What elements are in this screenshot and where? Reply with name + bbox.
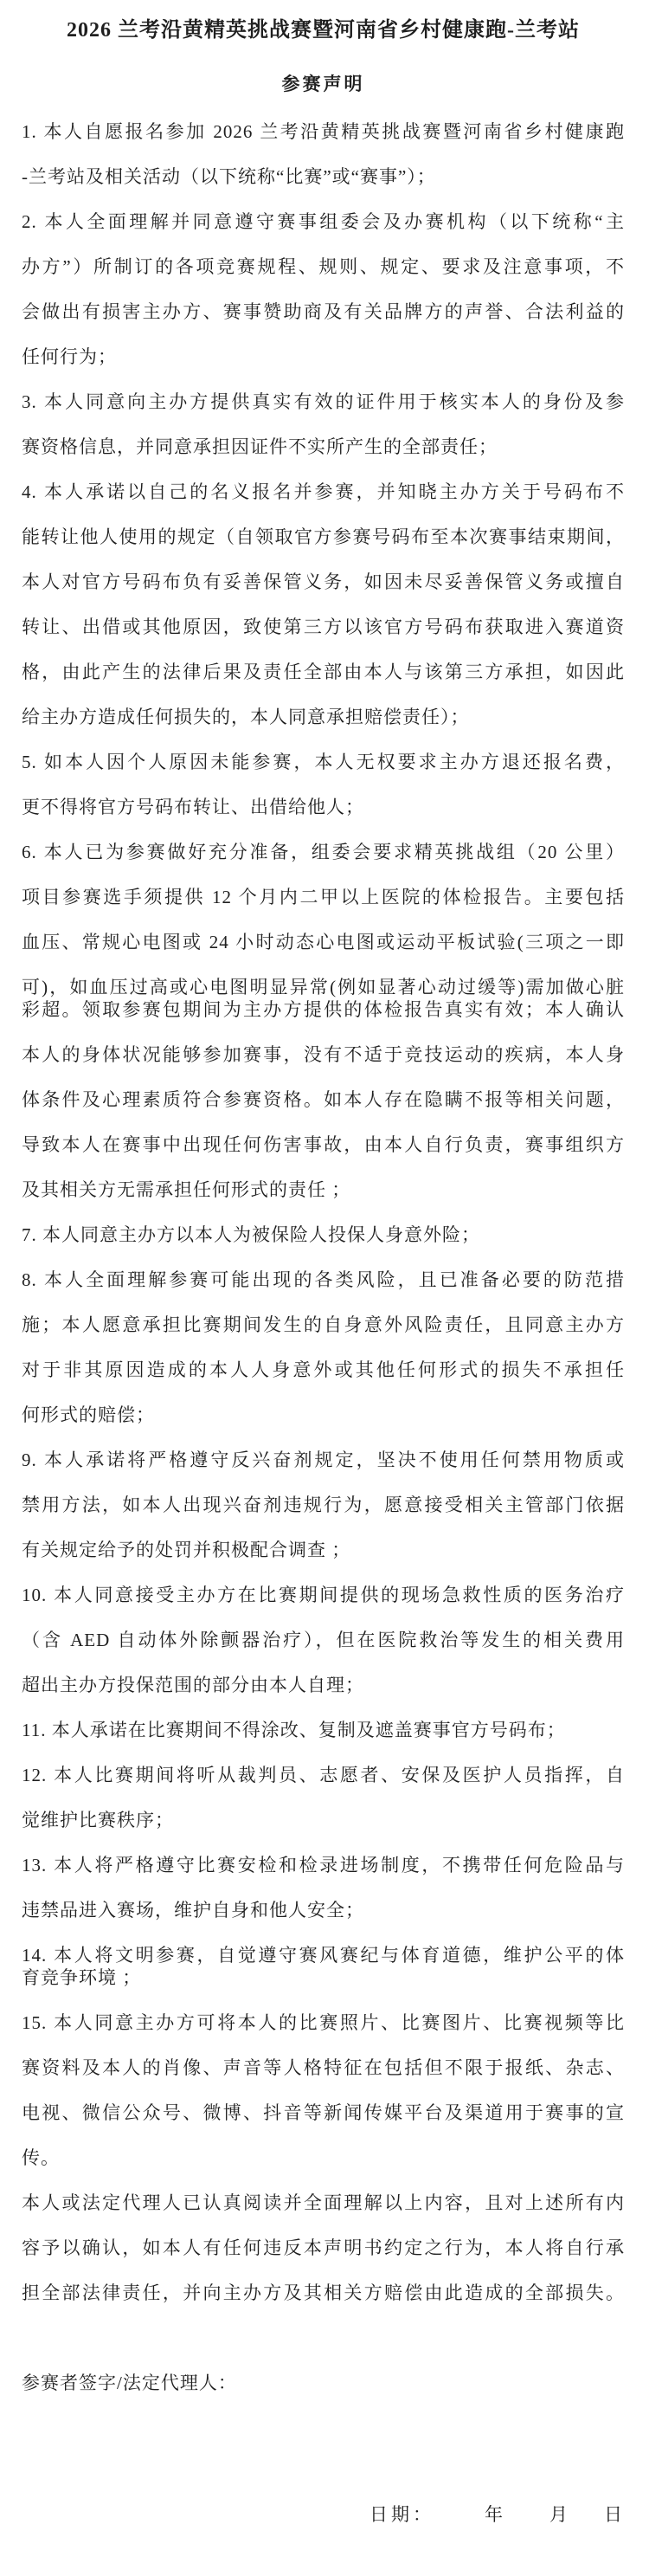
document-line: 传。 xyxy=(22,2147,60,2168)
document-line: 12. 本人比赛期间将听从裁判员、志愿者、安保及医护人员指挥，自 xyxy=(22,1765,625,1785)
document-line: 10. 本人同意接受主办方在比赛期间提供的现场急救性质的医务治疗 xyxy=(22,1585,625,1605)
document-line: 办方”）所制订的各项竞赛规程、规则、规定、要求及注意事项，不 xyxy=(22,256,625,277)
document-line: 格，由此产生的法律后果及责任全部由本人与该第三方承担，如因此 xyxy=(22,662,625,682)
document-line: 9. 本人承诺将严格遵守反兴奋剂规定，坚决不使用任何禁用物质或 xyxy=(22,1449,625,1470)
document-line: 6. 本人已为参赛做好充分准备，组委会要求精英挑战组（20 公里） xyxy=(22,842,625,862)
document-line: 可)，如血压过高或心电图明显异常(例如显著心动过缓等)需加做心脏 xyxy=(22,977,625,997)
document-line: 更不得将官方号码布转让、出借给他人； xyxy=(22,797,364,817)
document-line: （含 AED 自动体外除颤器治疗），但在医院救治等发生的相关费用 xyxy=(22,1630,625,1650)
document-line: 14. 本人将文明参赛，自觉遵守赛风赛纪与体育道德，维护公平的体 xyxy=(22,1945,625,1966)
document-line: 导致本人在赛事中出现任何伤害事故，由本人自行负责，赛事组织方 xyxy=(22,1134,625,1155)
document-line: 血压、常规心电图或 24 小时动态心电图或运动平板试验(三项之一即 xyxy=(22,932,625,952)
document-line: 及其相关方无需承担任何形式的责任 ； xyxy=(22,1179,351,1200)
document-line: 2. 本人全面理解并同意遵守赛事组委会及办赛机构（以下统称“主 xyxy=(22,211,625,232)
document-line: 电视、微信公众号、微博、抖音等新闻传媒平台及渠道用于赛事的宣 xyxy=(22,2102,625,2123)
date-label: 日期： xyxy=(369,2504,434,2525)
document-line: 彩超。领取参赛包期间为主办方提供的体检报告真实有效；本人确认 xyxy=(22,999,625,1020)
document-line: -兰考站及相关活动（以下统称“比赛”或“赛事”）； xyxy=(22,166,436,187)
document-line: 3. 本人同意向主办方提供真实有效的证件用于核实本人的身份及参 xyxy=(22,391,625,412)
document-line: 体条件及心理素质符合参赛资格。如本人存在隐瞒不报等相关问题， xyxy=(22,1089,625,1110)
document-line: 超出主办方投保范围的部分由本人自理； xyxy=(22,1675,364,1695)
document-line: 赛资格信息，并同意承担因证件不实所产生的全部责任； xyxy=(22,436,498,457)
document-line: 4. 本人承诺以自己的名义报名并参赛，并知晓主办方关于号码布不 xyxy=(22,481,625,502)
document-line: 赛资料及本人的肖像、声音等人格特征在包括但不限于报纸、杂志、 xyxy=(22,2057,625,2078)
document-line: 项目参赛选手须提供 12 个月内二甲以上医院的体检报告。主要包括 xyxy=(22,887,625,907)
document-line: 容予以确认，如本人有任何违反本声明书约定之行为，本人将自行承 xyxy=(22,2237,625,2258)
document-line: 5. 如本人因个人原因未能参赛，本人无权要求主办方退还报名费， xyxy=(22,752,625,772)
document-line: 觉维护比赛秩序； xyxy=(22,1810,174,1830)
document-line: 任何行为； xyxy=(22,346,117,367)
document-line: 8. 本人全面理解参赛可能出现的各类风险，且已准备必要的防范措 xyxy=(22,1269,625,1290)
date-row xyxy=(22,2492,625,2537)
document-line: 何形式的赔偿； xyxy=(22,1404,155,1425)
document-line: 本人对官方号码布负有妥善保管义务，如因未尽妥善保管义务或擅自 xyxy=(22,571,625,592)
document-line: 能转让他人使用的规定（自领取官方参赛号码布至本次赛事结束期间， xyxy=(22,526,625,547)
document-line: 对于非其原因造成的本人人身意外或其他任何形式的损失不承担任 xyxy=(22,1359,625,1380)
document-line: 有关规定给予的处罚并积极配合调查 ； xyxy=(22,1540,351,1560)
document-line: 15. 本人同意主办方可将本人的比赛照片、比赛图片、比赛视频等比 xyxy=(22,2012,625,2033)
document-line: 11. 本人承诺在比赛期间不得涂改、复制及遮盖赛事官方号码布； xyxy=(22,1720,566,1740)
date-day-label: 日 xyxy=(604,2504,626,2525)
date-year-label: 年 xyxy=(485,2504,506,2525)
document-line: 育竞争环境 ； xyxy=(22,1967,142,1988)
document-line: 担全部法律责任，并向主办方及其相关方赔偿由此造成的全部损失。 xyxy=(22,2282,625,2303)
document-line: 1. 本人自愿报名参加 2026 兰考沿黄精英挑战赛暨河南省乡村健康跑 xyxy=(22,121,625,142)
date-month-label: 月 xyxy=(549,2504,571,2525)
declaration-body xyxy=(22,109,625,2315)
document-line: 13. 本人将严格遵守比赛安检和检录进场制度，不携带任何危险品与 xyxy=(22,1855,625,1876)
document-line: 7. 本人同意主办方以本人为被保险人投保人身意外险； xyxy=(22,1224,480,1245)
document-line: 转让、出借或其他原因，致使第三方以该官方号码布获取进入赛道资 xyxy=(22,617,625,637)
section-heading: 参赛声明 xyxy=(281,74,365,94)
document-line: 会做出有损害主办方、赛事赞助商及有关品牌方的声誉、合法利益的 xyxy=(22,301,625,322)
page-title: 2026 兰考沿黄精英挑战赛暨河南省乡村健康跑-兰考站 xyxy=(67,19,580,42)
document-line: 本人的身体状况能够参加赛事，没有不适于竞技运动的疾病，本人身 xyxy=(22,1044,625,1065)
document-line: 违禁品进入赛场，维护自身和他人安全； xyxy=(22,1900,364,1921)
document-line: 施；本人愿意承担比赛期间发生的自身意外风险责任，且同意主办方 xyxy=(22,1314,625,1335)
document-line: 禁用方法，如本人出现兴奋剂违规行为，愿意接受相关主管部门依据 xyxy=(22,1495,625,1515)
signature-label: 参赛者签字/法定代理人： xyxy=(22,2373,237,2393)
document-line: 给主办方造成任何损失的，本人同意承担赔偿责任）； xyxy=(22,707,470,727)
document-line: 本人或法定代理人已认真阅读并全面理解以上内容，且对上述所有内 xyxy=(22,2192,625,2213)
